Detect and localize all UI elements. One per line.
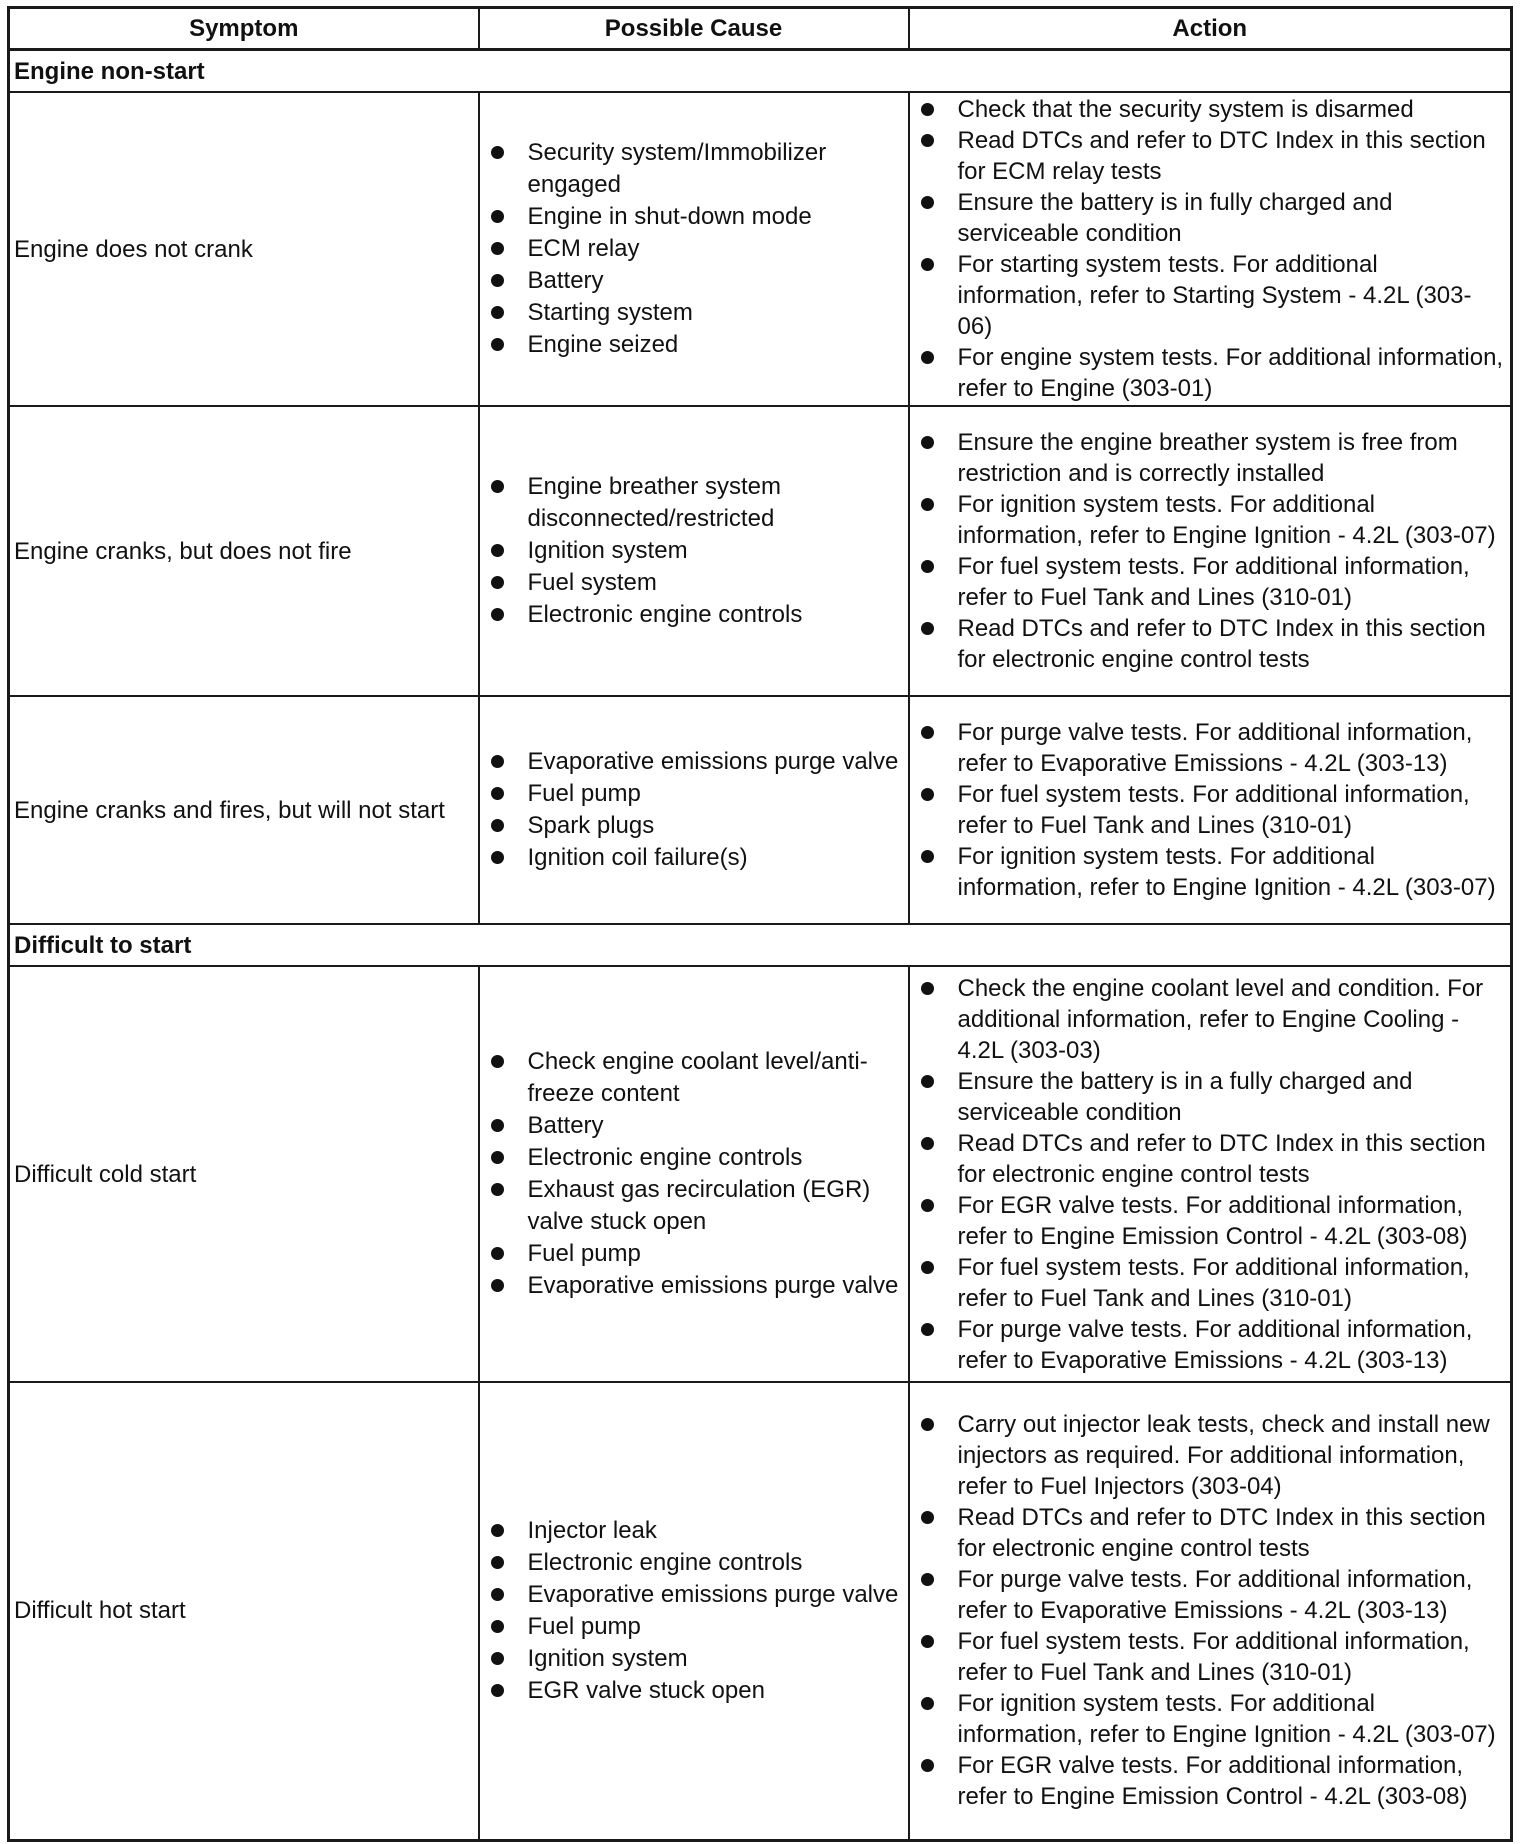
cause-item: Ignition system [484, 1643, 904, 1675]
section-title: Engine non-start [9, 50, 1512, 93]
action-item: Ensure the battery is in fully charged and serviceable condition [914, 187, 1507, 249]
cause-item: ECM relay [484, 233, 904, 265]
table-body [9, 50, 1512, 1841]
action-item: For fuel system tests. For additional information, refer to Fuel Tank and Lines (310-01) [914, 551, 1507, 613]
table-row [9, 696, 1512, 924]
action-item: For purge valve tests. For additional information, refer to Evaporative Emissions - 4.2L (303-13) [914, 1314, 1507, 1376]
action-item: Read DTCs and refer to DTC Index in this section for electronic engine control tests [914, 1502, 1507, 1564]
symptom-cell: Engine cranks and fires, but will not start [9, 696, 479, 924]
cause-item: Evaporative emissions purge valve [484, 1270, 904, 1302]
action-cell [909, 1382, 1512, 1840]
action-item: For engine system tests. For additional information, refer to Engine (303-01) [914, 342, 1507, 404]
action-item: Ensure the engine breather system is free from restriction and is correctly installed [914, 427, 1507, 489]
cause-item: Injector leak [484, 1515, 904, 1547]
action-list [914, 973, 1507, 1376]
cause-item: Starting system [484, 297, 904, 329]
section-row [9, 50, 1512, 93]
action-cell [909, 696, 1512, 924]
cause-item: Check engine coolant level/anti-freeze content [484, 1046, 904, 1110]
cause-item: Battery [484, 265, 904, 297]
cause-item: Security system/Immobilizer engaged [484, 137, 904, 201]
action-item: For EGR valve tests. For additional information, refer to Engine Emission Control - 4.2L (303-08) [914, 1190, 1507, 1252]
action-list [914, 717, 1507, 903]
cause-list [484, 1046, 904, 1302]
cause-list [484, 137, 904, 361]
action-item: For fuel system tests. For additional information, refer to Fuel Tank and Lines (310-01) [914, 1252, 1507, 1314]
action-item: Read DTCs and refer to DTC Index in this section for electronic engine control tests [914, 1128, 1507, 1190]
action-item: Check the engine coolant level and condition. For additional information, refer to Engine Cooling - 4.2L (303-03) [914, 973, 1507, 1066]
table-row [9, 92, 1512, 406]
action-item: For purge valve tests. For additional information, refer to Evaporative Emissions - 4.2L (303-13) [914, 1564, 1507, 1626]
action-item: Check that the security system is disarmed [914, 94, 1507, 125]
column-header-action: Action [909, 8, 1512, 50]
cause-item: Electronic engine controls [484, 1142, 904, 1174]
cause-list [484, 746, 904, 874]
cause-item: Battery [484, 1110, 904, 1142]
column-header-symptom: Symptom [9, 8, 479, 50]
symptom-cell: Engine does not crank [9, 92, 479, 406]
action-item: Read DTCs and refer to DTC Index in this section for electronic engine control tests [914, 613, 1507, 675]
cause-item: Engine breather system disconnected/restricted [484, 471, 904, 535]
cause-item: Engine in shut-down mode [484, 201, 904, 233]
action-item: Carry out injector leak tests, check and install new injectors as required. For additional information, refer to Fuel Injectors (303-04) [914, 1409, 1507, 1502]
cause-item: Ignition system [484, 535, 904, 567]
action-cell [909, 966, 1512, 1382]
action-cell [909, 406, 1512, 696]
cause-item: Evaporative emissions purge valve [484, 1579, 904, 1611]
cause-item: Ignition coil failure(s) [484, 842, 904, 874]
section-row [9, 924, 1512, 966]
cause-list [484, 1515, 904, 1707]
action-item: Read DTCs and refer to DTC Index in this section for ECM relay tests [914, 125, 1507, 187]
cause-list [484, 471, 904, 631]
cause-item: Exhaust gas recirculation (EGR) valve stuck open [484, 1174, 904, 1238]
action-item: For EGR valve tests. For additional information, refer to Engine Emission Control - 4.2L (303-08) [914, 1750, 1507, 1812]
action-list [914, 1409, 1507, 1812]
action-list [914, 427, 1507, 675]
possible-cause-cell [479, 696, 909, 924]
action-item: For fuel system tests. For additional information, refer to Fuel Tank and Lines (310-01) [914, 779, 1507, 841]
possible-cause-cell [479, 966, 909, 1382]
cause-item: Spark plugs [484, 810, 904, 842]
cause-item: Evaporative emissions purge valve [484, 746, 904, 778]
table-row [9, 966, 1512, 1382]
action-item: For purge valve tests. For additional information, refer to Evaporative Emissions - 4.2L (303-13) [914, 717, 1507, 779]
cause-item: Electronic engine controls [484, 599, 904, 631]
possible-cause-cell [479, 1382, 909, 1840]
symptom-cell: Difficult cold start [9, 966, 479, 1382]
cause-item: EGR valve stuck open [484, 1675, 904, 1707]
column-header-possible-cause: Possible Cause [479, 8, 909, 50]
symptom-cell: Difficult hot start [9, 1382, 479, 1840]
action-item: For ignition system tests. For additional information, refer to Engine Ignition - 4.2L (303-07) [914, 489, 1507, 551]
cause-item: Fuel pump [484, 778, 904, 810]
table-header-row [9, 8, 1512, 50]
symptom-cell: Engine cranks, but does not fire [9, 406, 479, 696]
action-item: For ignition system tests. For additional information, refer to Engine Ignition - 4.2L (303-07) [914, 1688, 1507, 1750]
cause-item: Fuel pump [484, 1611, 904, 1643]
action-item: For fuel system tests. For additional information, refer to Fuel Tank and Lines (310-01) [914, 1626, 1507, 1688]
table-row [9, 1382, 1512, 1840]
cause-item: Fuel system [484, 567, 904, 599]
cause-item: Engine seized [484, 329, 904, 361]
table-row [9, 406, 1512, 696]
cause-item: Electronic engine controls [484, 1547, 904, 1579]
possible-cause-cell [479, 406, 909, 696]
action-item: For starting system tests. For additional information, refer to Starting System - 4.2L (303-06) [914, 249, 1507, 342]
action-list [914, 94, 1507, 404]
action-item: Ensure the battery is in a fully charged and serviceable condition [914, 1066, 1507, 1128]
symptom-chart-table [7, 6, 1513, 1842]
section-title: Difficult to start [9, 924, 1512, 966]
action-item: For ignition system tests. For additional information, refer to Engine Ignition - 4.2L (303-07) [914, 841, 1507, 903]
possible-cause-cell [479, 92, 909, 406]
cause-item: Fuel pump [484, 1238, 904, 1270]
action-cell [909, 92, 1512, 406]
